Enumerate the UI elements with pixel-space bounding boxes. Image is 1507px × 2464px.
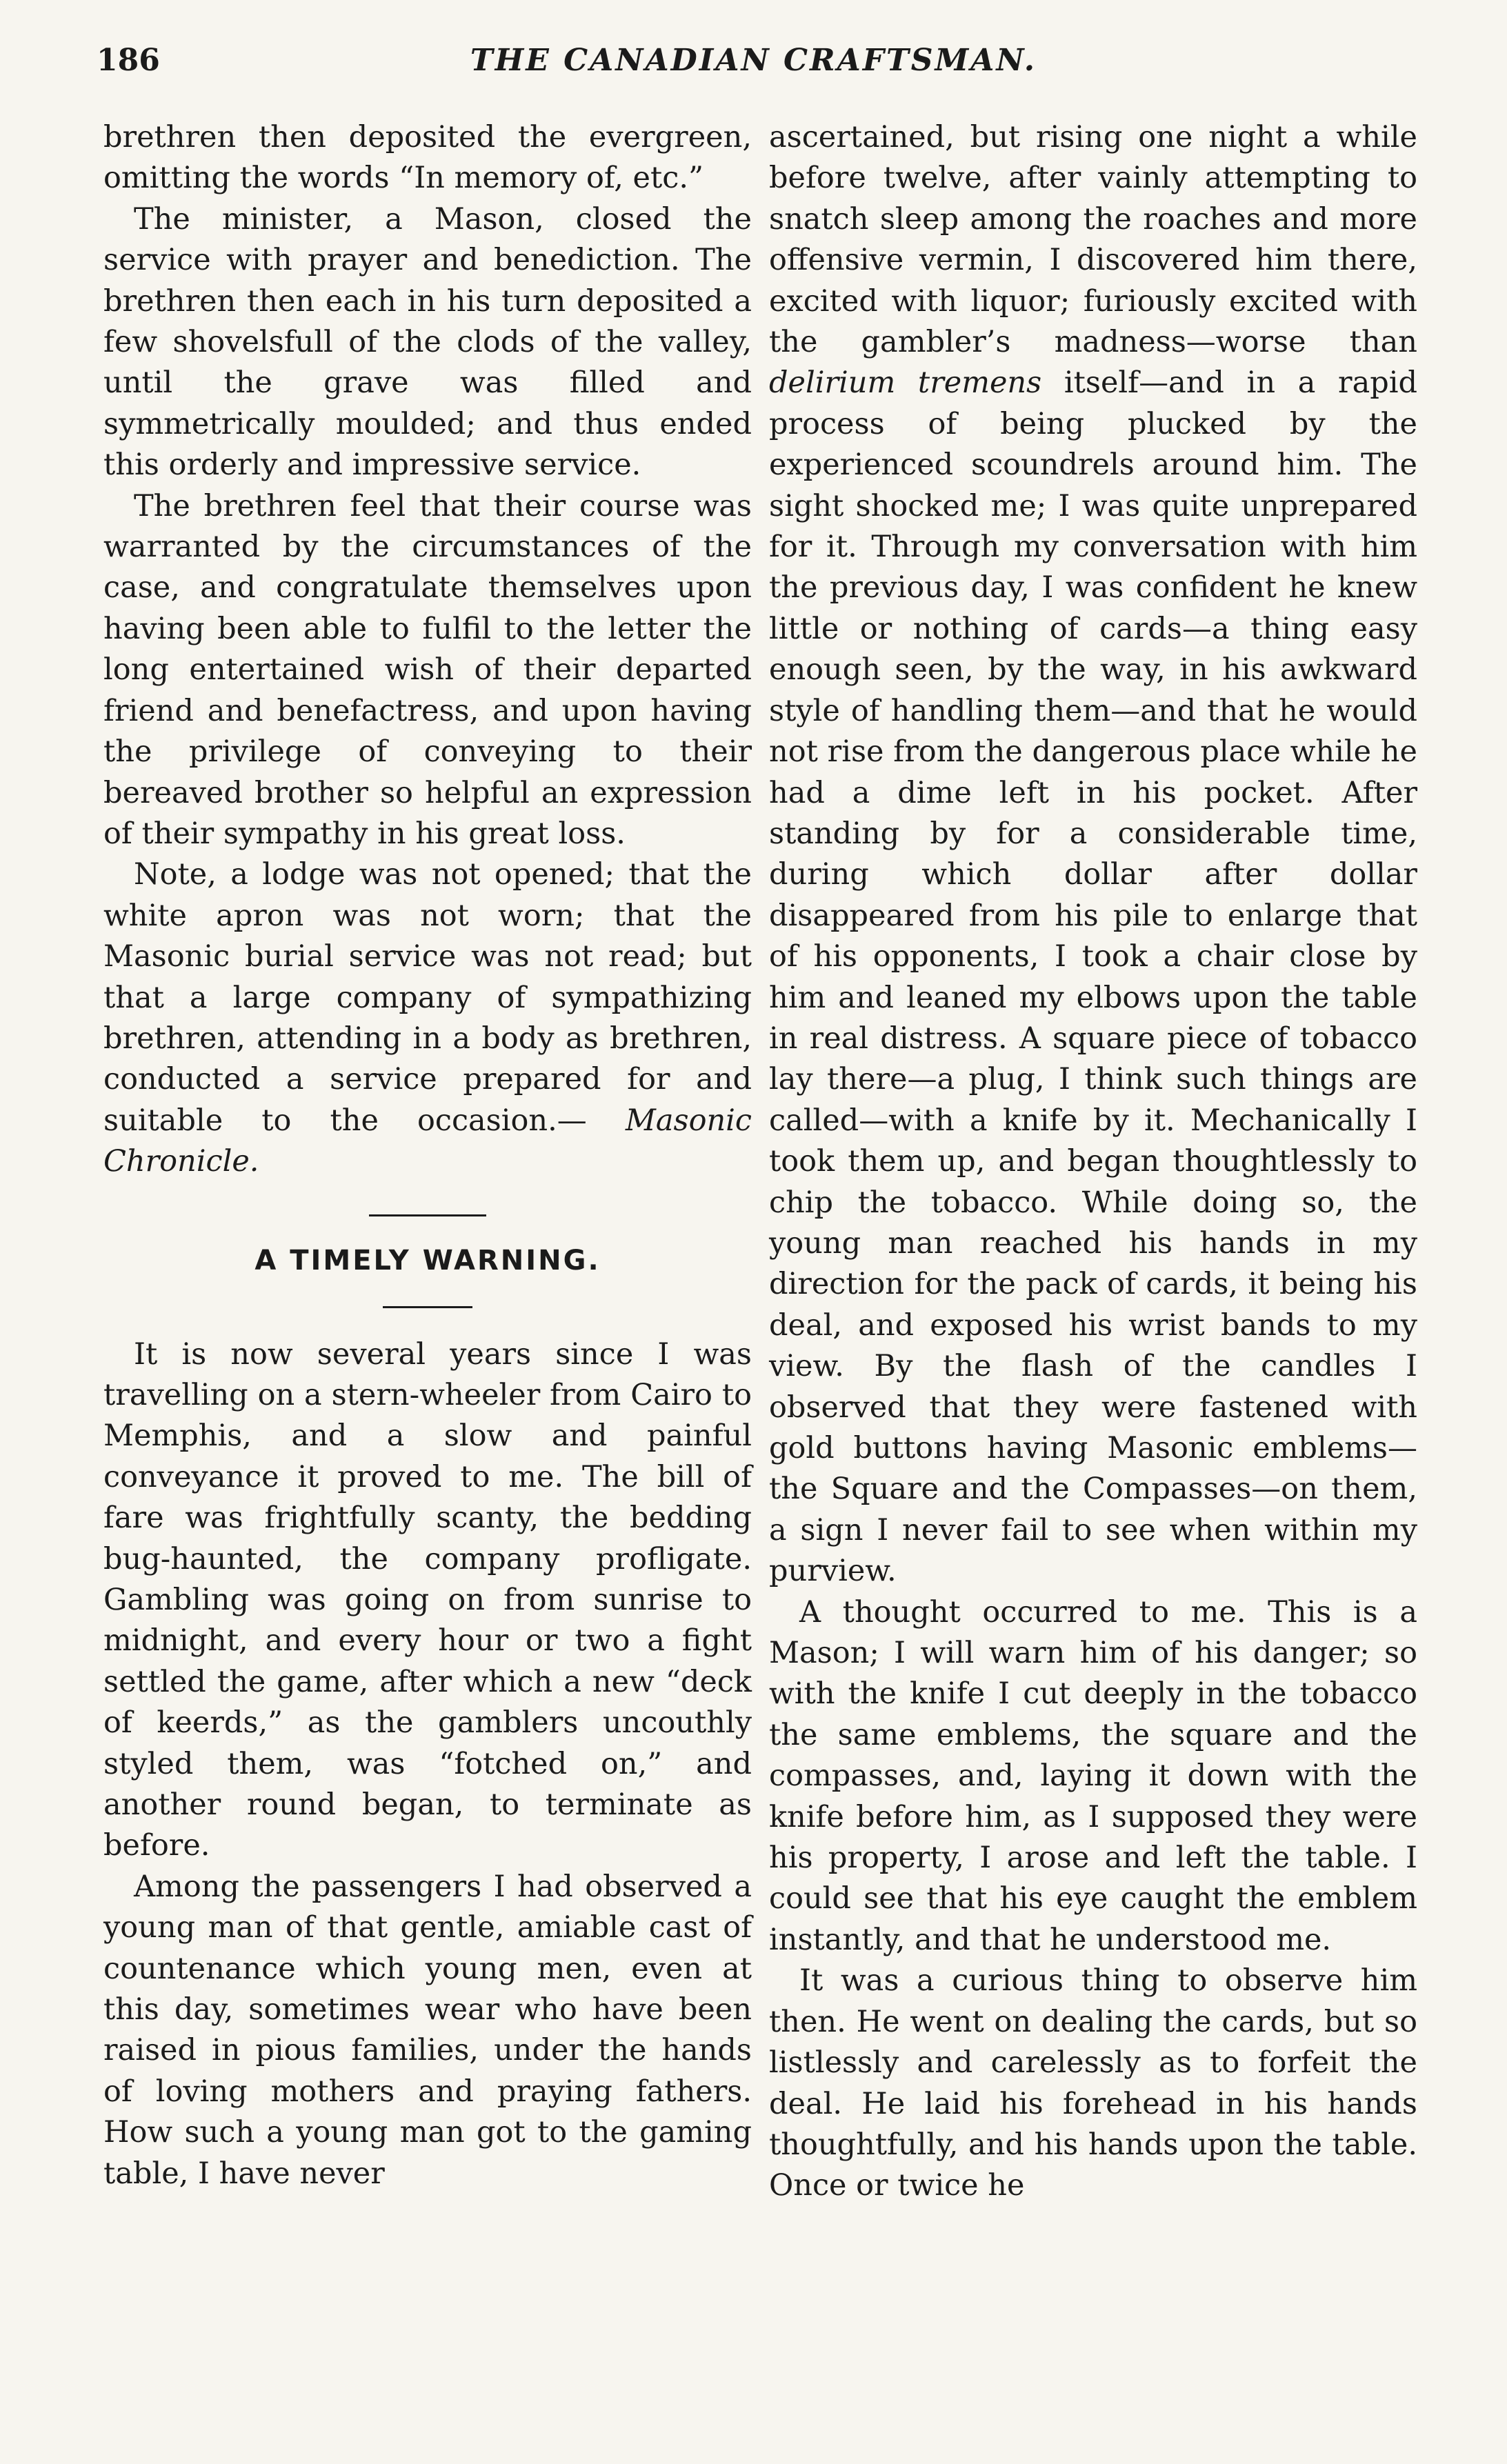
heading-rule xyxy=(383,1306,472,1308)
paragraph-text: ascertained, but rising one night a while before twelve, after vainly attempting to snatch sleep among the roaches and more offensive vermin, I discovered him there, excited with liquor; furiously excited with the gambler’s madness—worse than xyxy=(769,120,1417,360)
paragraph xyxy=(769,117,1417,1592)
paragraph xyxy=(103,854,752,1182)
right-column xyxy=(769,117,1417,2207)
page-number: 186 xyxy=(97,43,160,78)
paragraph: brethren then deposited the evergreen, omitting the words “In memory of, etc.” xyxy=(103,120,752,196)
paragraph: It was a curious thing to observe him then. He went on dealing the cards, but so listlessly and carelessly as to forfeit the deal. He laid his forehead in his hands thoughtfully, and his hands upon the table. Once or twice he xyxy=(769,1963,1417,2203)
paragraph: It is now several years since I was travelling on a stern-wheeler from Cairo to Memphis, and a slow and painful conveyance it proved to me. The bill of fare was frightfully scanty, the bedding bug-haunted, the company profligate. Gambling was going on from sunrise to midnight, and every hour or two a fight settled the game, after which a new “deck of keerds,” as the gamblers uncouthly styled them, was “fotched on,” and another round began, to terminate as before. xyxy=(103,1336,752,1863)
section-divider xyxy=(369,1214,486,1216)
left-column xyxy=(103,117,752,2194)
journal-title: THE CANADIAN CRAFTSMAN. xyxy=(470,43,1037,78)
running-head xyxy=(97,43,1410,91)
paragraph: The minister, a Mason, closed the service with prayer and benediction. The brethren then each in his turn deposited a few shovelsfull of the clods of the valley, until the grave was filled and symmetrically moulded; and thus ended this orderly and impressive service. xyxy=(103,201,752,483)
paragraph: A thought occurred to me. This is a Mason; I will warn him of his danger; so with the knife I cut deeply in the tobacco the same emblems, the square and the compasses, and, laying it down with the knife before him, as I supposed they were his property, I arose and left the table. I could see that his eye caught the emblem instantly, and that he understood me. xyxy=(769,1594,1417,1957)
paragraph: Among the passengers I had observed a young man of that gentle, amiable cast of countenance which young men, even at this day, sometimes wear who have been raised in pious families, under the hands of loving mothers and praying fathers. How such a young man got to the gaming table, I have never xyxy=(103,1869,752,2191)
article-heading: A TIMELY WARNING. xyxy=(255,1244,601,1276)
source-citation: Masonic Chronicle. xyxy=(103,1103,752,1179)
paragraph-text: Note, a lodge was not opened; that the white apron was not worn; that the Masonic burial service was not read; but that a large company of sympathizing brethren, attending in a body as brethren, conducted a service prepared for and suitable to the occasion.— xyxy=(103,857,752,1138)
italic-phrase: delirium tremens xyxy=(769,365,1042,401)
paragraph-text: itself—and in a rapid process of being plucked by the experienced scoundrels around him. The sight shocked me; I was quite unprepared for it. Through my conversation with him the previous day, I was confident he knew little or nothing of cards—a thing easy enough seen, by the way, in his awkward style of handling them—and that he would not rise from the dangerous place while he had a dime left in his pocket. After standing by for a considerable time, during which dollar after dollar disappeared from his pile to enlarge that of his opponents, I took a chair close by him and leaned my elbows upon the table in real distress. A square piece of tobacco lay there—a plug, I think such things are called—with a knife by it. Mechanically I took them up, and began thoughtlessly to chip the tobacco. While doing so, the young man reached his hands in my direction for the pack of cards, it being his deal, and exposed his wrist bands to my view. By the flash of the candles I observed that they were fastened with gold buttons having Masonic emblems—the Square and the Compasses—on them, a sign I never fail to see when within my purview. xyxy=(769,365,1418,1589)
paragraph: The brethren feel that their course was warranted by the circumstances of the case, and congratulate themselves upon having been able to fulfil to the letter the long entertained wish of their departed friend and benefactress, and upon having the privilege of conveying to their bereaved brother so helpful an expression of their sympathy in his great loss. xyxy=(103,488,752,851)
